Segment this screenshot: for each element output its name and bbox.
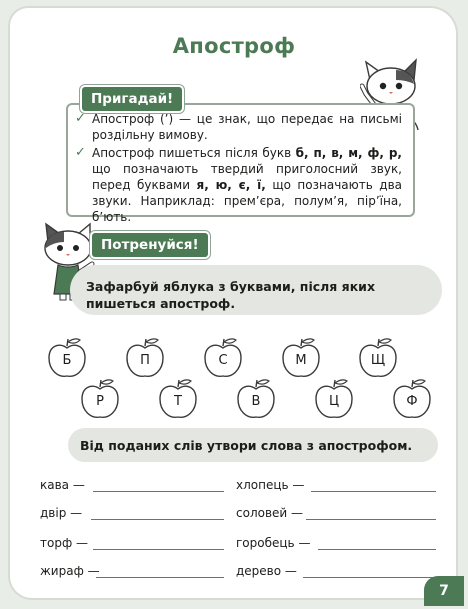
word-left: кава —	[40, 478, 85, 492]
vowel-letters: я, ю, є, ї,	[196, 178, 266, 192]
apple[interactable]	[80, 377, 120, 421]
answer-line[interactable]	[303, 577, 436, 578]
apple[interactable]	[314, 377, 354, 421]
answer-line[interactable]	[306, 519, 436, 520]
apple-letter: П	[140, 353, 150, 368]
word-left: торф —	[40, 536, 89, 550]
remember-item-1: ✓ Апостроф (’) — це знак, що передає на письмі роздільну вимову.	[75, 111, 402, 142]
task-2-text: Від поданих слів утвори слова з апострофом.	[80, 438, 413, 453]
apple[interactable]	[281, 336, 321, 380]
remember-label: Пригадай!	[82, 87, 182, 111]
apple-letter: Ф	[406, 394, 418, 409]
apple-letter: Б	[62, 353, 72, 368]
answer-line[interactable]	[91, 519, 224, 520]
apple-letter: Т	[174, 394, 182, 409]
page-title: Апостроф	[172, 34, 296, 58]
answer-line[interactable]	[96, 577, 224, 578]
word-right: соловей —	[236, 506, 304, 520]
apple[interactable]	[158, 377, 198, 421]
practice-label: Потренуйся!	[92, 233, 208, 257]
apple-letter: Р	[96, 394, 104, 409]
answer-line[interactable]	[93, 549, 224, 550]
apple-letter: Щ	[370, 353, 386, 368]
checkmark-icon: ✓	[75, 145, 86, 160]
word-right: дерево —	[236, 564, 297, 578]
apple[interactable]	[236, 377, 276, 421]
answer-line[interactable]	[93, 491, 224, 492]
apple[interactable]	[203, 336, 243, 380]
checkmark-icon: ✓	[75, 111, 86, 126]
task-1-text: Зафарбуй яблука з буквами, після яких пишеться апостроф.	[86, 279, 376, 311]
apple-letter: В	[251, 394, 261, 409]
apple[interactable]	[125, 336, 165, 380]
word-left: жираф —	[40, 564, 100, 578]
remember-box	[66, 103, 415, 224]
apple[interactable]	[358, 336, 398, 380]
word-right: хлопець —	[236, 478, 305, 492]
apple[interactable]	[392, 377, 432, 421]
apple-letter: М	[295, 353, 307, 368]
consonant-letters: б, п, в, м, ф, р,	[295, 146, 402, 160]
apple[interactable]	[47, 336, 87, 380]
word-right: горобець —	[236, 536, 311, 550]
remember-item-2: ✓ Апостроф пишеться після букв б, п, в, м, ф, р, що позначають твердий приголосний звук, перед буквами я, ю, є, ї, що позначають два звуки. Наприклад: прем’єра, полум’я, пір’їна, б’ють.	[75, 145, 402, 224]
answer-line[interactable]	[318, 549, 436, 550]
apple-letter: С	[218, 353, 228, 368]
answer-line[interactable]	[311, 491, 436, 492]
word-left: двір —	[40, 506, 83, 520]
apple-letter: Ц	[328, 394, 340, 409]
page-number: 7	[424, 576, 464, 606]
